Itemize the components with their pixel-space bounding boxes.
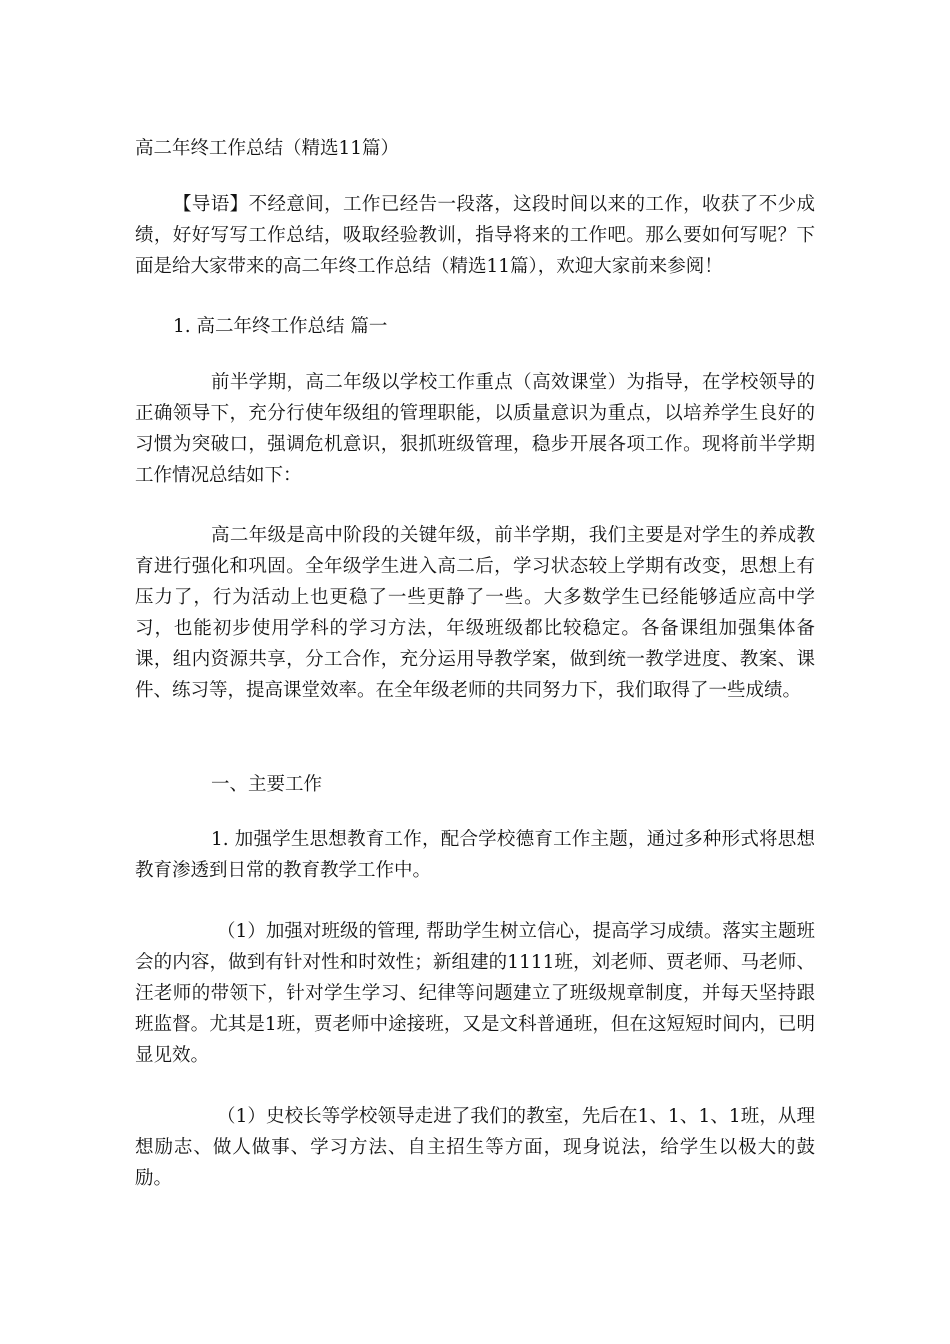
body-paragraph-1: 前半学期，高二年级以学校工作重点（高效课堂）为指导，在学校领导的正确领导下，充分行使年级组的管理职能，以质量意识为重点，以培养学生良好的习惯为突破口，强调危机意识，狠抓班级管理，稳步开展各项工作。现将前半学期工作情况总结如下：	[135, 372, 815, 486]
work-item-1: 1. 加强学生思想教育工作，配合学校德育工作主题，通过多种形式将思想教育渗透到日常的教育教学工作中。	[135, 829, 815, 881]
sub-item-2: （1）史校长等学校领导走进了我们的教室，先后在1、1、1、1班，从理想励志、做人做事、学习方法、自主招生等方面，现身说法，给学生以极大的鼓励。	[135, 1106, 815, 1189]
subheading-main-work: 一、主要工作	[211, 774, 323, 795]
body-paragraph-2: 高二年级是高中阶段的关键年级，前半学期，我们主要是对学生的养成教育进行强化和巩固。全年级学生进入高二后，学习状态较上学期有改变，思想上有压力了，行为活动上也更稳了一些更静了一些。大多数学生已经能够适应高中学习，也能初步使用学科的学习方法，年级班级都比较稳定。各备课组加强集体备课，组内资源共享，分工合作，充分运用导教学案，做到统一教学进度、教案、课件、练习等，提高课堂效率。在全年级老师的共同努力下，我们取得了一些成绩。	[135, 525, 815, 701]
section-heading: 1. 高二年终工作总结 篇一	[173, 316, 388, 337]
document-title: 高二年终工作总结（精选11篇）	[135, 138, 400, 159]
intro-paragraph: 【导语】不经意间，工作已经告一段落，这段时间以来的工作，收获了不少成绩，好好写写工作总结，吸取经验教训，指导将来的工作吧。那么要如何写呢？下面是给大家带来的高二年终工作总结（精选11篇），欢迎大家前来参阅！	[135, 194, 815, 277]
sub-item-1: （1）加强对班级的管理, 帮助学生树立信心，提高学习成绩。落实主题班会的内容，做到有针对性和时效性；新组建的1111班，刘老师、贾老师、马老师、汪老师的带领下，针对学生学习、纪律等问题建立了班级规章制度，并每天坚持跟班监督。尤其是1班，贾老师中途接班，又是文科普通班，但在这短短时间内，已明显见效。	[135, 921, 815, 1066]
